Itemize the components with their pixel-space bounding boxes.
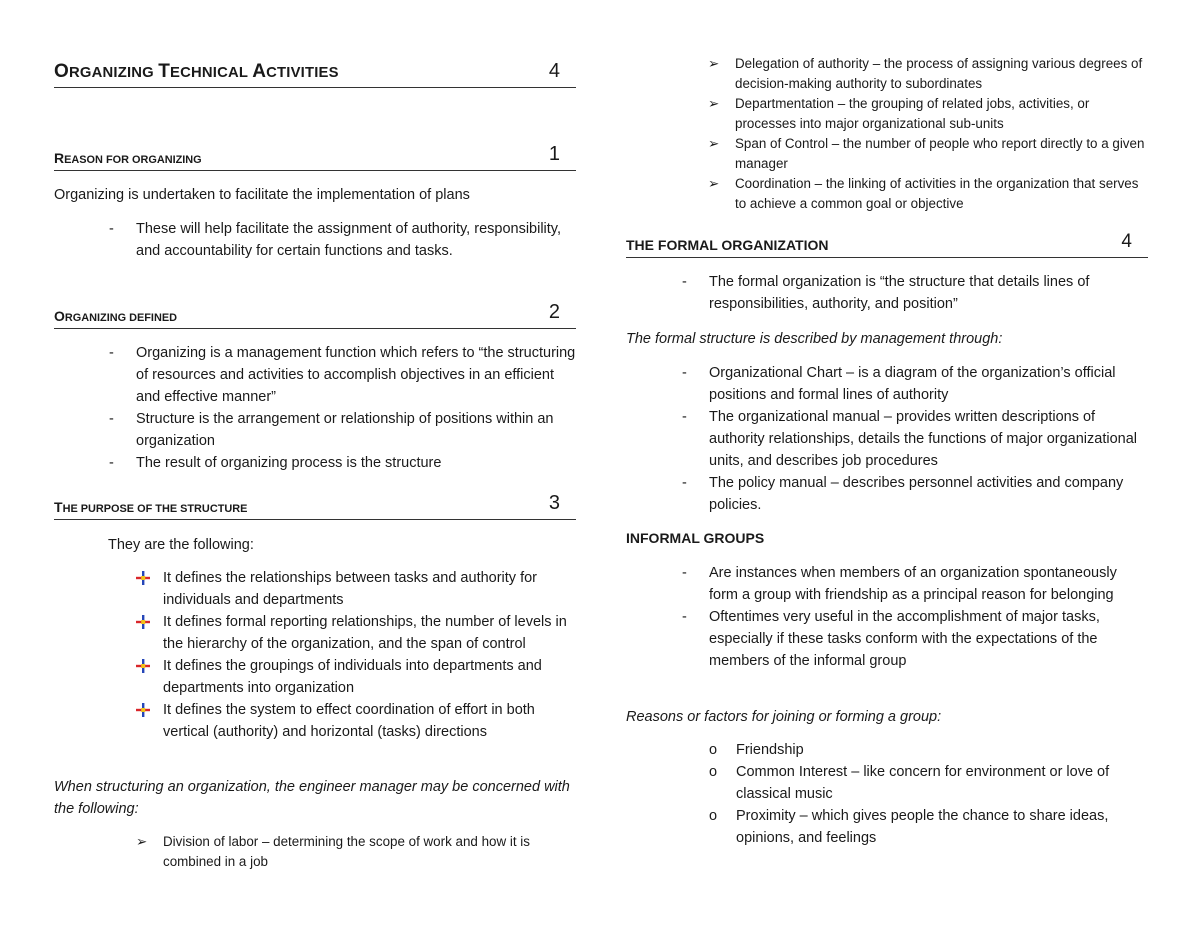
list-item: It defines the groupings of individuals into departments and departments into organization xyxy=(163,655,576,699)
arrow-list-left xyxy=(136,832,576,872)
four-point-star-icon xyxy=(136,659,150,673)
list-item: - Oftentimes very useful in the accomplishment of major tasks, especially if these tasks conform with the expectations of the members of the informal group xyxy=(709,606,1148,672)
section-title: ORGANIZING DEFINED xyxy=(54,308,177,324)
list-item: - Organizational Chart – is a diagram of the organization’s official positions and formal lines of authority xyxy=(709,362,1148,406)
four-point-star-icon xyxy=(136,615,150,629)
list-item: It defines the relationships between tasks and authority for individuals and departments xyxy=(163,567,576,611)
list-item: - Organizing is a management function which refers to “the structuring of resources and activities to accomplish objectives in an efficient and effective manner” xyxy=(136,342,576,408)
dash-marker: - xyxy=(109,455,114,471)
list-item: - The policy manual – describes personnel activities and company policies. xyxy=(709,472,1148,516)
list-item: ➢ Division of labor – determining the scope of work and how it is combined in a job xyxy=(136,834,530,869)
section-heading-informal: INFORMAL GROUPS xyxy=(626,530,765,546)
circle-marker: o xyxy=(709,808,718,824)
section-heading-defined xyxy=(54,301,576,329)
arrow-bullet-icon: ➢ xyxy=(708,176,720,191)
arrow-bullet-icon: ➢ xyxy=(708,136,720,151)
section-heading-purpose xyxy=(54,492,576,520)
reason-intro: Organizing is undertaken to facilitate the implementation of plans xyxy=(54,187,470,203)
dash-marker: - xyxy=(109,345,114,361)
informal-note: Reasons or factors for joining or forming a group: xyxy=(626,709,942,725)
document-title: ORGANIZING TECHNICAL ACTIVITIES xyxy=(54,61,339,82)
dash-marker: - xyxy=(682,365,687,381)
section-heading-formal xyxy=(626,231,1148,258)
section-title: REASON FOR ORGANIZING xyxy=(54,150,202,166)
list-item: - The formal organization is “the structure that details lines of responsibilities, authority, and position” xyxy=(709,271,1148,315)
formal-list xyxy=(682,271,1148,315)
dash-marker: - xyxy=(682,475,687,491)
dash-marker: - xyxy=(109,411,114,427)
purpose-list xyxy=(163,567,576,743)
list-item: It defines the system to effect coordination of effort in both vertical (authority) and horizontal (tasks) directions xyxy=(163,699,576,743)
circle-marker: o xyxy=(709,764,718,780)
dash-marker: - xyxy=(682,609,687,625)
list-item: ➢ Delegation of authority – the process of assigning various degrees of decision-making authority to subordinates xyxy=(708,56,1143,91)
list-item: - The result of organizing process is the structure xyxy=(136,452,576,474)
section-number: 4 xyxy=(1121,231,1132,252)
list-item: - Are instances when members of an organization spontaneously form a group with friendship as a principal reason for belonging xyxy=(709,562,1148,606)
list-item: ➢ Departmentation – the grouping of related jobs, activities, or processes into major organizational sub-units xyxy=(708,96,1090,131)
list-item: It defines formal reporting relationships, the number of levels in the hierarchy of the organization, and the span of control xyxy=(163,611,576,655)
structuring-note: When structuring an organization, the engineer manager may be concerned with the following: xyxy=(54,779,570,817)
dash-marker: - xyxy=(682,565,687,581)
list-item: o Proximity – which gives people the chance to share ideas, opinions, and feelings xyxy=(736,805,1148,849)
dash-marker: - xyxy=(109,221,114,237)
four-point-star-icon xyxy=(136,703,150,717)
four-point-star-icon xyxy=(136,571,150,585)
section-heading-reason xyxy=(54,143,576,171)
arrow-bullet-icon: ➢ xyxy=(136,834,148,849)
list-item: o Common Interest – like concern for environment or love of classical music xyxy=(736,761,1148,805)
section-number: 1 xyxy=(548,143,560,165)
arrow-list-right xyxy=(708,54,1148,214)
list-item: - These will help facilitate the assignment of authority, responsibility, and accountability for certain functions and tasks. xyxy=(136,218,576,262)
purpose-intro: They are the following: xyxy=(108,537,254,553)
arrow-bullet-icon: ➢ xyxy=(708,96,720,111)
reasons-list xyxy=(709,739,1148,849)
list-item: o Friendship xyxy=(736,739,1148,761)
formal-note: The formal structure is described by management through: xyxy=(626,331,1003,347)
defined-list xyxy=(109,342,576,474)
section-title: THE FORMAL ORGANIZATION xyxy=(626,237,829,253)
list-item: - The organizational manual – provides written descriptions of authority relationships, details the functions of major organizational units, and describes job procedures xyxy=(709,406,1148,472)
title-number: 4 xyxy=(548,60,560,82)
reason-list xyxy=(109,218,576,262)
list-item: - Structure is the arrangement or relationship of positions within an organization xyxy=(136,408,576,452)
dash-marker: - xyxy=(682,409,687,425)
circle-marker: o xyxy=(709,742,718,758)
section-number: 2 xyxy=(548,301,560,323)
document-title-row xyxy=(54,60,576,88)
dash-marker: - xyxy=(682,274,687,290)
list-item: ➢ Coordination – the linking of activities in the organization that serves to achieve a common goal or objective xyxy=(708,176,1139,211)
section-number: 3 xyxy=(548,492,560,514)
arrow-bullet-icon: ➢ xyxy=(708,56,720,71)
formal-list-2 xyxy=(682,362,1148,516)
list-item: ➢ Span of Control – the number of people who report directly to a given manager xyxy=(708,136,1145,171)
informal-list xyxy=(682,562,1148,672)
section-title: THE PURPOSE OF THE STRUCTURE xyxy=(54,499,248,515)
